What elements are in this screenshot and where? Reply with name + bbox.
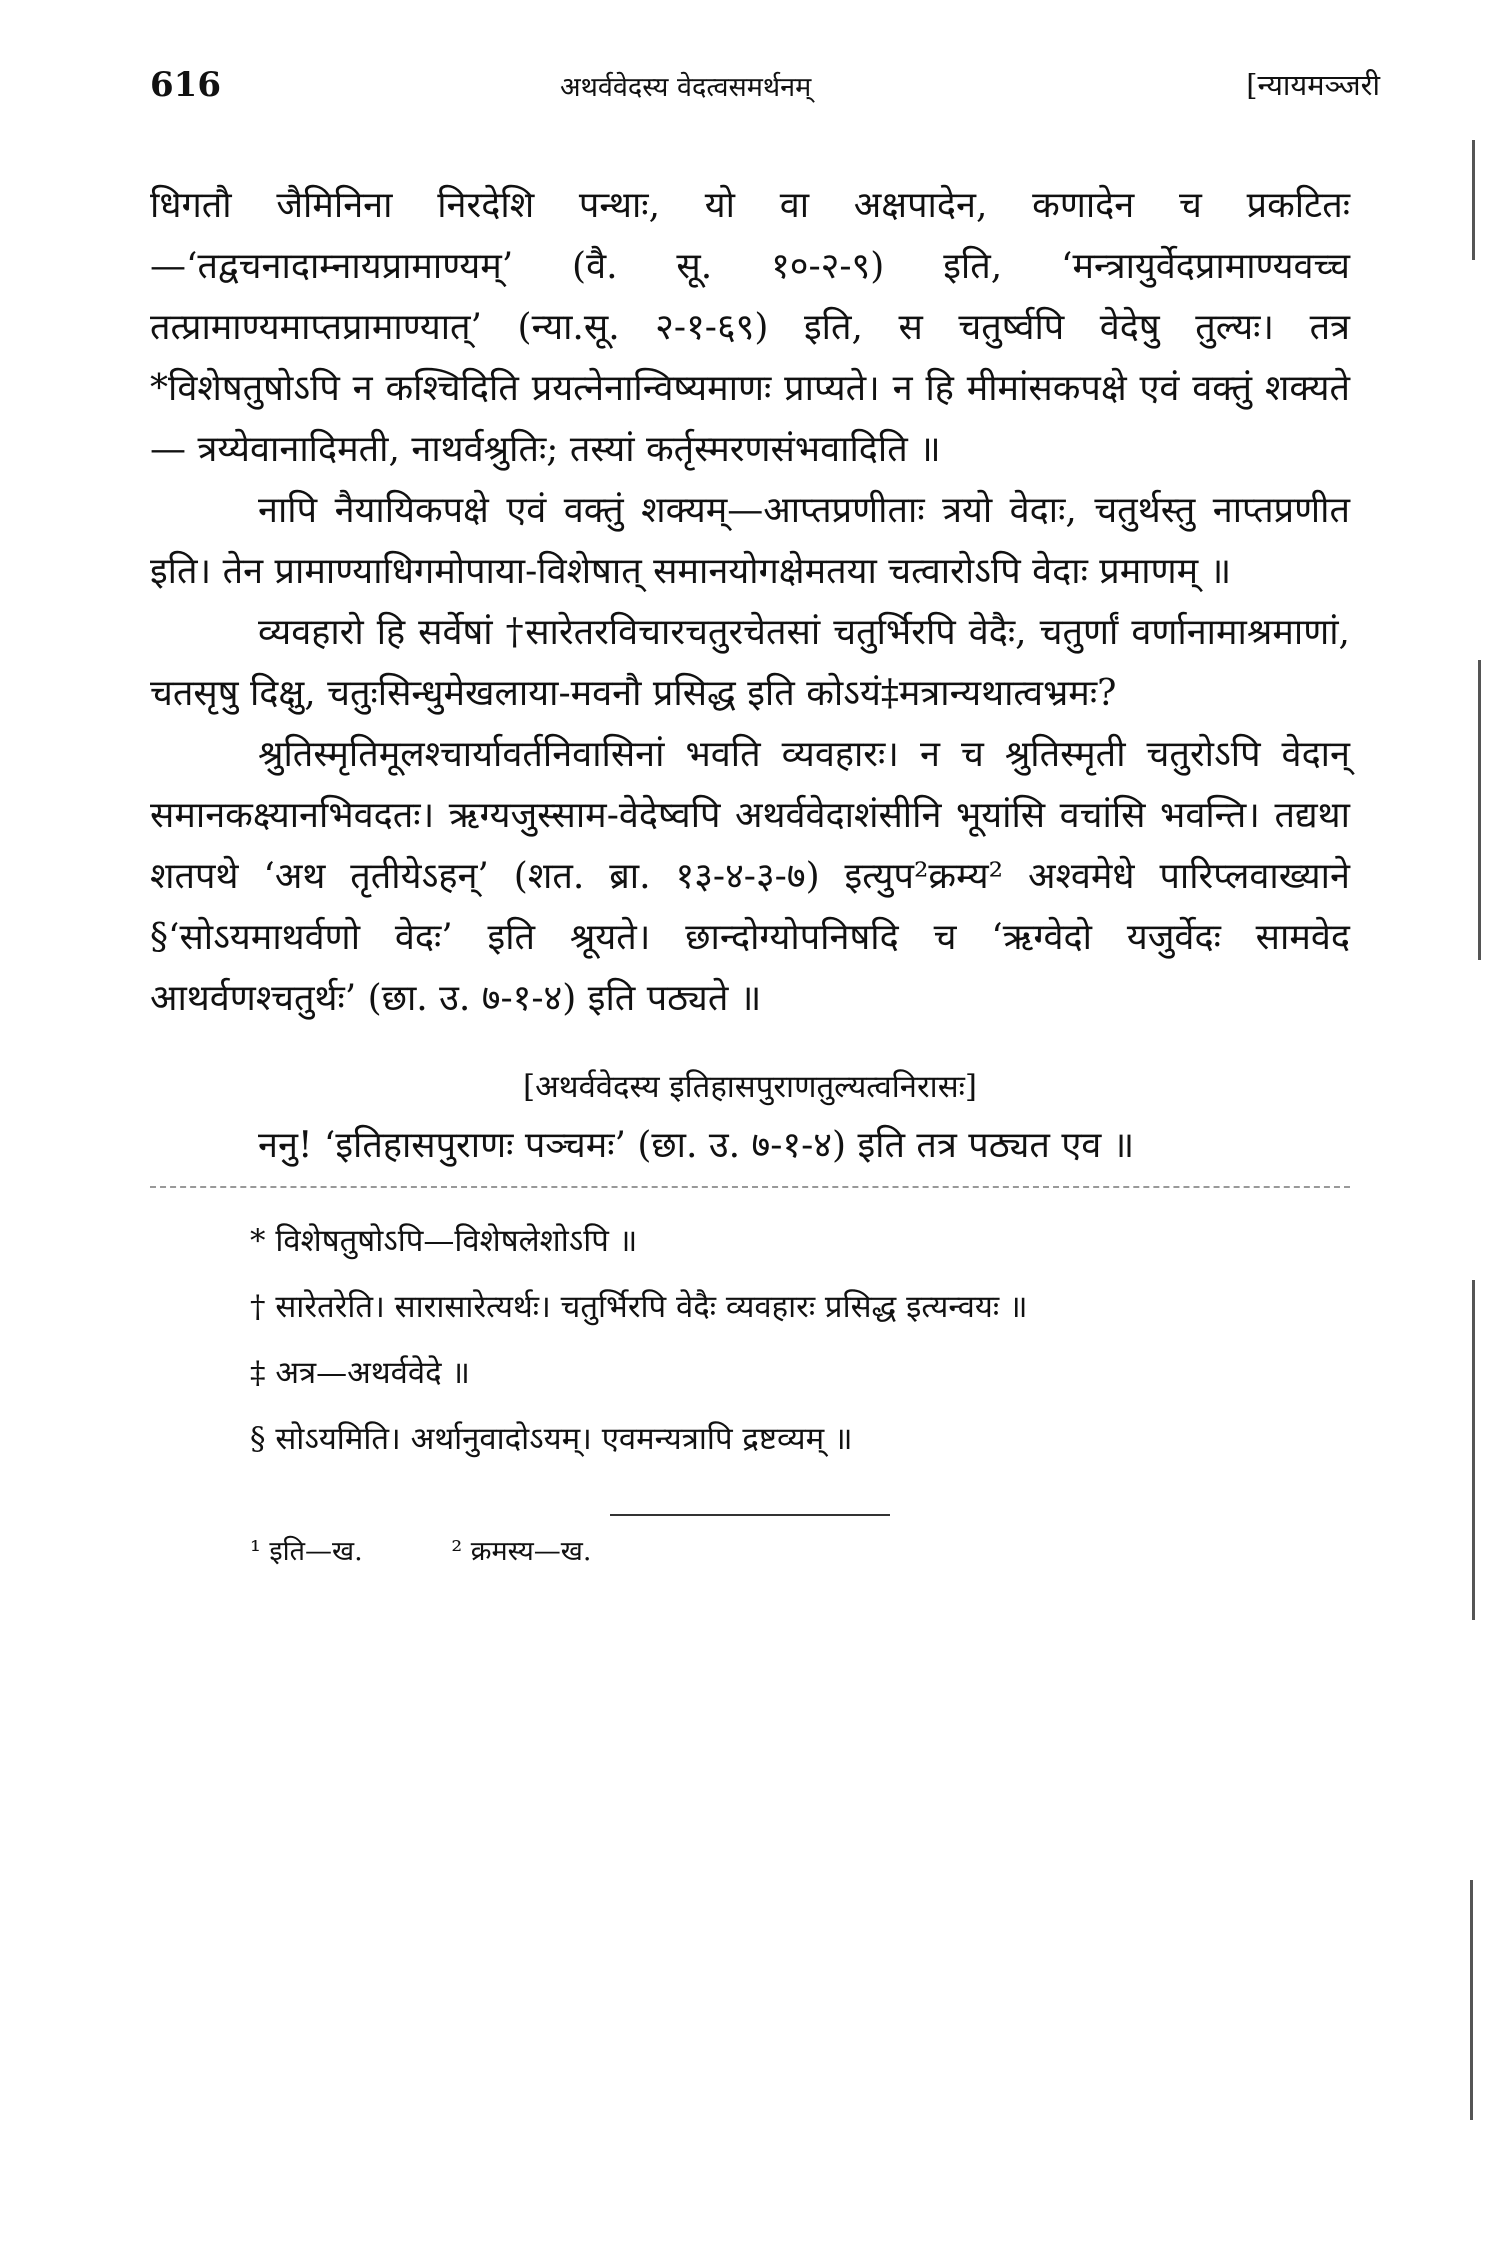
paragraph-1: धिगतौ जैमिनिना निरदेशि पन्थाः, यो वा अक्षपादेन, कणादेन च प्रकटितः—‘तद्वचनादाम्नायप्रामाण्यम्’ (वै. सू. १०-२-९) इति, ‘मन्त्रायुर्वेदप्रामाण्यवच्च तत्प्रामाण्यमाप्तप्रामाण्यात्’ (न्या.सू. २-१-६९) इति, स चतुर्ष्वपि वेदेषु तुल्यः। तत्र *विशेषतुषोऽपि न कश्चिदिति प्रयत्नेनान्विष्यमाणः प्राप्यते। न हि मीमांसकपक्षे एवं वक्तुं शक्यते— त्रय्येवानादिमती, नाथर्वश्रुतिः; तस्यां कर्तृस्मरणसंभवादिति ॥	[150, 185, 1350, 470]
binding-mark	[1472, 140, 1475, 260]
running-title: अथर्ववेदस्य वेदत्वसमर्थनम्	[560, 72, 812, 103]
variant-1: ¹ इति—ख.	[250, 1536, 363, 1567]
paragraph-2: नापि नैयायिकपक्षे एवं वक्तुं शक्यम्—आप्तप्रणीताः त्रयो वेदाः, चतुर्थस्तु नाप्तप्रणीत इति। तेन प्रामाण्याधिगमोपाया-विशेषात् समानयोगक्षेमतया चत्वारोऽपि वेदाः प्रमाणम् ॥	[150, 490, 1350, 592]
footnote-divider	[150, 1186, 1350, 1188]
closing-paragraph: ननु! ‘इतिहासपुराणः पञ्चमः’ (छा. उ. ७-१-४) इति तत्र पठ्यत एव ॥	[258, 1125, 1135, 1166]
section-label: [न्यायमञ्जरी	[1246, 68, 1380, 102]
book-page	[150, 55, 1380, 1572]
paragraph-3: व्यवहारो हि सर्वेषां †सारेतरविचारचतुरचेतसां चतुर्भिरपि वेदैः, चतुर्णां वर्णानामाश्रमाणां, चतसृषु दिक्षु, चतुःसिन्धुमेखलाया-मवनौ प्रसिद्ध इति कोऽयं‡मत्रान्यथात्वभ्रमः?	[150, 612, 1350, 714]
footnote-3: ‡ अत्र—अथर्ववेदे ॥	[250, 1355, 470, 1391]
paragraph-4: श्रुतिस्मृतिमूलश्चार्यावर्तनिवासिनां भवति व्यवहारः। न च श्रुतिस्मृती चतुरोऽपि वेदान् समानकक्ष्यानभिवदतः। ऋग्यजुस्साम-वेदेष्वपि अथर्ववेदाशंसीनि भूयांसि वचांसि भवन्ति। तद्यथा शतपथे ‘अथ तृतीयेऽहन्’ (शत. ब्रा. १३-४-३-७) इत्युप²क्रम्य² अश्वमेधे पारिप्लवाख्याने §‘सोऽयमाथर्वणो वेदः’ इति श्रूयते। छान्दोग्योपनिषदि च ‘ऋग्वेदो यजुर्वेदः सामवेद आथर्वणश्चतुर्थः’ (छा. उ. ७-१-४) इति पठ्यते ॥	[150, 734, 1350, 1019]
binding-mark	[1478, 660, 1481, 960]
binding-mark	[1472, 1280, 1475, 1620]
binding-mark	[1470, 1880, 1473, 2120]
main-text	[150, 175, 1350, 1176]
page-number: 616	[150, 65, 221, 105]
footnote-4: § सोऽयमिति। अर्थानुवादोऽयम्। एवमन्यत्रापि द्रष्टव्यम् ॥	[250, 1421, 853, 1457]
variant-readings	[150, 1532, 1350, 1572]
variant-2: ² क्रमस्य—ख.	[451, 1536, 592, 1567]
running-header	[150, 55, 1380, 115]
footnotes	[150, 1208, 1350, 1472]
footnote-1: * विशेषतुषोऽपि—विशेषलेशोऽपि ॥	[250, 1223, 638, 1259]
variant-divider	[610, 1514, 890, 1516]
footnote-2: † सारेतरेति। सारासारेत्यर्थः। चतुर्भिरपि वेदैः व्यवहारः प्रसिद्ध इत्यन्वयः ॥	[250, 1289, 1028, 1325]
section-heading: [अथर्ववेदस्य इतिहासपुराणतुल्यत्वनिरासः]	[522, 1069, 978, 1105]
